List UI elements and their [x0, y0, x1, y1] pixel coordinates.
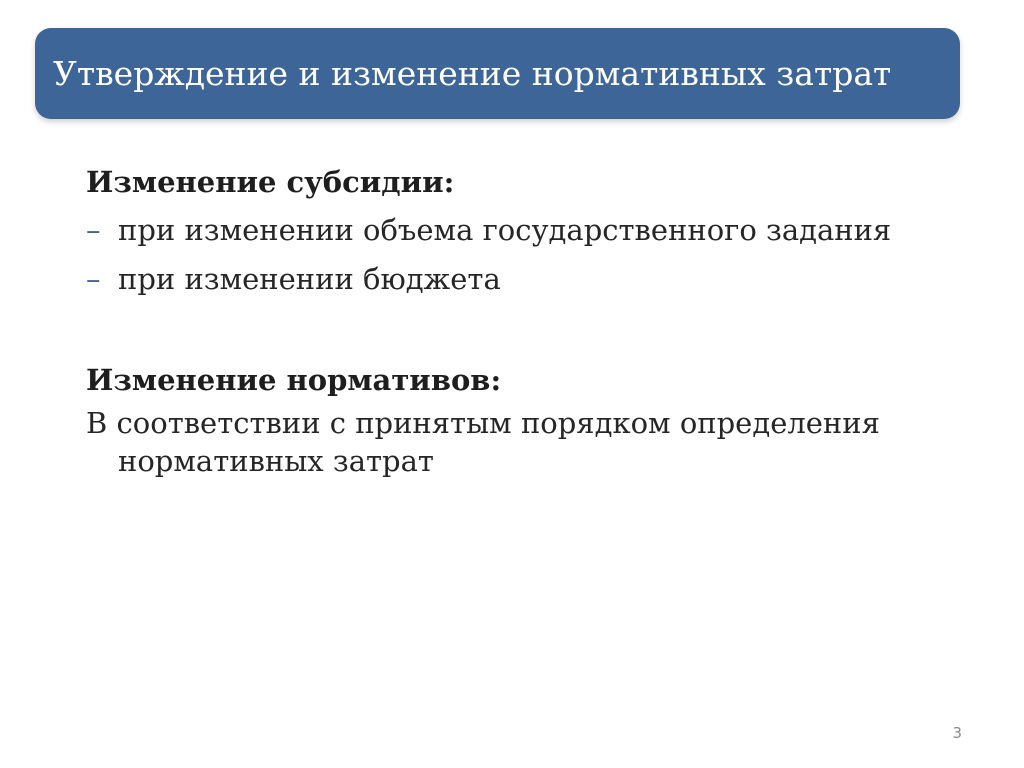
dash-bullet: – [86, 213, 101, 247]
dash-bullet: – [86, 262, 101, 296]
norms-change-paragraph: В соответствии с принятым порядком определения нормативных затрат [86, 406, 880, 478]
norms-change-heading: Изменение нормативов: [86, 363, 502, 397]
subsidy-change-heading: Изменение субсидии: [86, 165, 455, 199]
title-banner [35, 28, 960, 119]
section-spacer [86, 304, 966, 356]
slide-title: Утверждение и изменение нормативных затрат [53, 54, 892, 93]
slide-number: 3 [952, 724, 962, 742]
list-item-text: при изменении бюджета [118, 262, 501, 296]
list-item-text: при изменении объема государственного задания [118, 213, 892, 247]
list-item [86, 255, 966, 304]
list-item [86, 206, 966, 255]
slide-body [86, 158, 966, 480]
